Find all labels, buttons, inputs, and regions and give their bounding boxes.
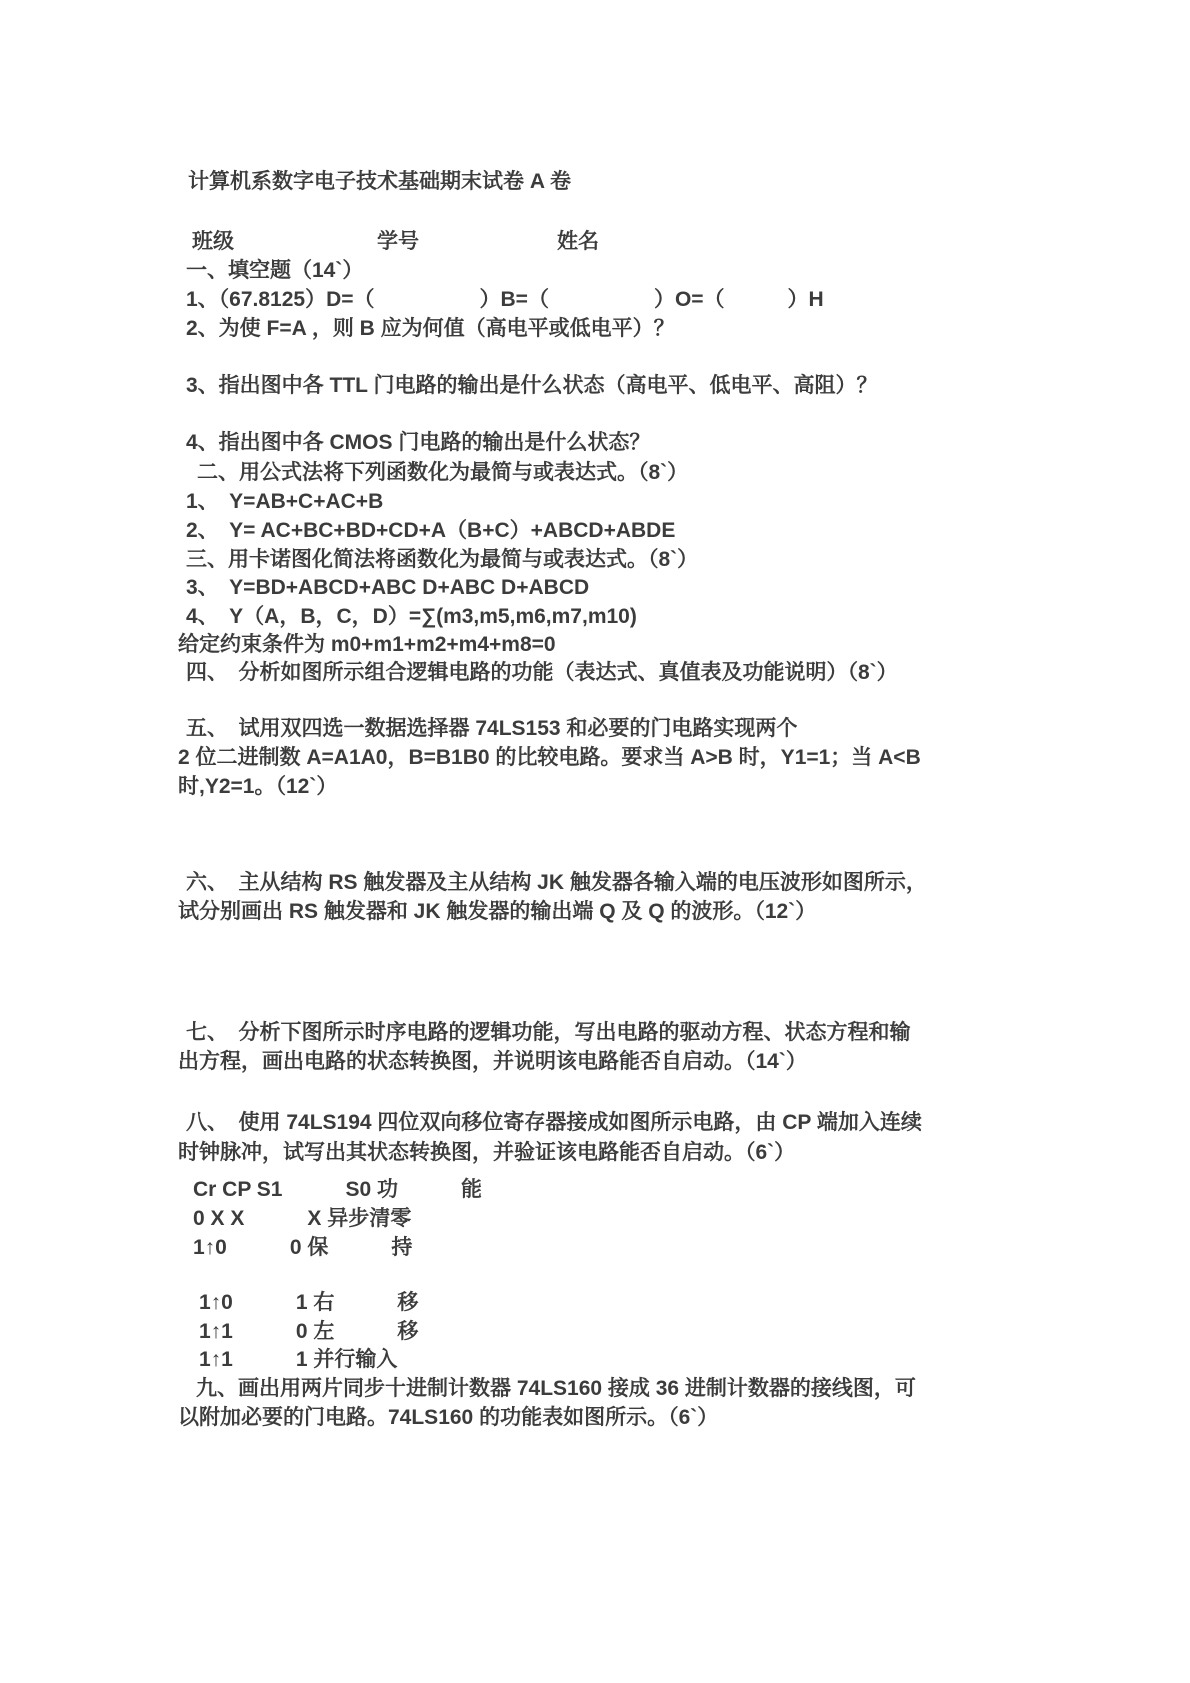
section-5-line-1: 五、 试用双四选一数据选择器 74LS153 和必要的门电路实现两个 [186,717,798,740]
ls194-table-row-shift-right: 1↑0 1 右 移 [199,1291,419,1314]
ls194-table-row-shift-left: 1↑1 0 左 移 [199,1320,419,1343]
ls194-table-row-hold: 1↑0 0 保 持 [193,1236,413,1259]
student-fields-row [192,230,812,258]
section-6-line-2: 试分别画出 RS 触发器和 JK 触发器的输出端 Q 及 Q 的波形。（12`） [178,900,817,923]
q3-3: 3、 Y=BD+ABCD+ABC D+ABC D+ABCD [186,576,590,599]
section-3-heading: 三、用卡诺图化简法将函数化为最简与或表达式。（8`） [186,548,699,571]
section-5-line-3: 时,Y2=1。（12`） [178,775,338,798]
q1-2: 2、为使 F=A ，则 B 应为何值（高电平或低电平）？ [186,317,675,340]
q2-2: 2、 Y= AC+BC+BD+CD+A（B+C）+ABCD+ABDE [186,519,676,542]
q3-4: 4、 Y（A，B，C，D）=∑(m3,m5,m6,m7,m10) [186,605,637,628]
q1-3: 3、指出图中各 TTL 门电路的输出是什么状态（高电平、低电平、高阻）？ [186,374,878,397]
section-9-line-2: 以附加必要的门电路。74LS160 的功能表如图所示。（6`） [178,1406,719,1429]
section-1-heading: 一、填空题（14`） [186,259,364,282]
ls194-table-header: Cr CP S1 S0 功 能 [193,1178,483,1201]
q1-1: 1、（67.8125）D=（ ）B=（ ）O=（ ）H [186,288,824,311]
section-9-line-1: 九、画出用两片同步十进制计数器 74LS160 接成 36 进制计数器的接线图，可 [196,1377,916,1400]
q2-1: 1、 Y=AB+C+AC+B [186,490,384,513]
name-field-label: 姓名 [557,230,599,253]
section-8-line-2: 时钟脉冲，试写出其状态转换图，并验证该电路能否自启动。（6`） [178,1141,796,1164]
section-5-line-2: 2 位二进制数 A=A1A0，B=B1B0 的比较电路。要求当 A>B 时，Y1=1；当 A<B [178,746,921,769]
section-2-heading: 二、用公式法将下列函数化为最简与或表达式。（8`） [197,461,689,484]
ls194-table-row-clear: 0 X X X 异步清零 [193,1207,412,1230]
class-field-label: 班级 [192,230,234,253]
section-6-line-1: 六、 主从结构 RS 触发器及主从结构 JK 触发器各输入端的电压波形如图所示， [186,871,927,894]
section-4-heading: 四、 分析如图所示组合逻辑电路的功能（表达式、真值表及功能说明）（8`） [186,661,898,684]
q1-4: 4、指出图中各 CMOS 门电路的输出是什么状态？ [186,431,651,454]
section-8-line-1: 八、 使用 74LS194 四位双向移位寄存器接成如图所示电路，由 CP 端加入连续 [186,1111,922,1134]
exam-title: 计算机系数字电子技术基础期末试卷 A 卷 [188,170,572,193]
ls194-table-row-parallel: 1↑1 1 并行输入 [199,1348,398,1371]
section-7-line-1: 七、 分析下图所示时序电路的逻辑功能，写出电路的驱动方程、状态方程和输 [186,1021,911,1044]
student-id-field-label: 学号 [377,230,419,253]
q3-4-constraint: 给定约束条件为 m0+m1+m2+m4+m8=0 [178,633,556,656]
section-7-line-2: 出方程，画出电路的状态转换图，并说明该电路能否自启动。（14`） [178,1050,807,1073]
